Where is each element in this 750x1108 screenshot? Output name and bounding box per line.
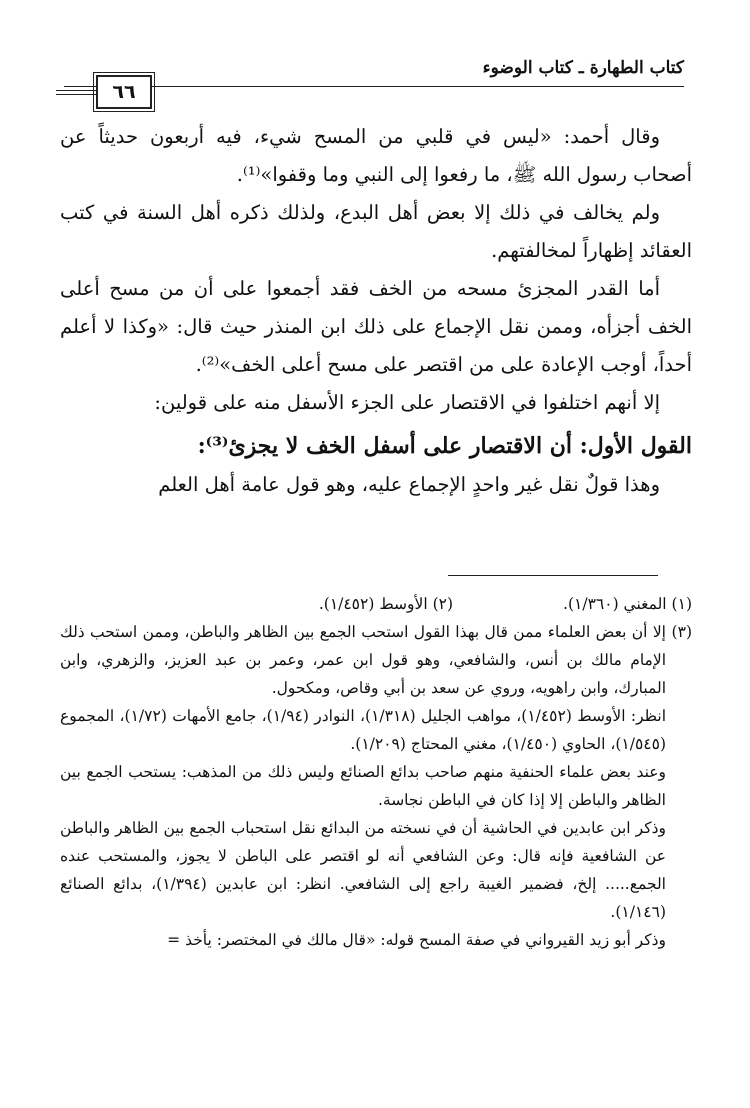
paragraph-majority: وهذا قولٌ نقل غير واحدٍ الإجماع عليه، وهو قول عامة أهل العلم [158, 473, 660, 496]
section-heading-first-opinion: القول الأول: أن الاقتصار على أسفل الخف لا يجزئ⁽³⁾: [197, 433, 692, 459]
footnote-3-paragraph: وذكر ابن عابدين في الحاشية أن في نسخته من البدائع نقل استحباب الجمع بين الظاهر والباطن عن الشافعية فإنه قال: وعن الشافعي أنه لو اقتصر على الباطن لا يجوز، والمستحب عنده الجمع..... إلخ، فضمير الغيبة راجع إلى الشافعي. انظر: ابن عابدين (١/٣٩٤)، بدائع الصنائع (١/١٤٦). [60, 819, 666, 921]
paragraph-disagreement: إلا أنهم اختلفوا في الاقتصار على الجزء الأسفل منه على قولين: [154, 391, 660, 414]
footnote-separator [448, 575, 658, 576]
page-number-frame [56, 74, 152, 110]
header-rule [64, 86, 684, 87]
paragraph-innovators: ولم يخالف في ذلك إلا بعض أهل البدع، ولذلك ذكره أهل السنة في كتب العقائد إظهاراً لمخالفتهم. [60, 201, 692, 262]
footnote-row-1-2 [60, 590, 692, 618]
footnote-3-mark: (٣) [671, 623, 692, 641]
footnote-3-paragraph: وعند بعض علماء الحنفية منهم صاحب بدائع الصنائع وليس ذلك من المذهب: يستحب الجمع بين الظاهر والباطن إلا إذا كان في الباطن نجاسة. [60, 763, 666, 809]
running-header [64, 58, 684, 103]
footnote-2-text: الأوسط (١/٤٥٢). [318, 595, 428, 613]
footnotes [60, 590, 692, 954]
footnote-3-paragraph: انظر: الأوسط (١/٤٥٢)، مواهب الجليل (١/٣١٨)، النوادر (١/٩٤)، جامع الأمهات (١/٧٢)، المجموع (١/٥٤٥)، الحاوي (١/٤٥٠)، مغني المحتاج (١/٢٠٩). [60, 707, 667, 753]
main-text [60, 118, 692, 504]
book-title: كتاب الطهارة ـ كتاب الوضوء [482, 58, 684, 78]
footnote-3 [60, 618, 692, 954]
footnote-1 [563, 590, 692, 618]
footnote-3-paragraph: إلا أن بعض العلماء ممن قال بهذا القول استحب الجمع بين الظاهر والباطن، وممن استحب ذلك الإمام مالك بن أنس، والشافعي، وهو قول ابن عمر، وعمر بن عبد العزيز، والزهري، وابن المبارك، وابن راهويه، وروي عن سعد بن أبي وقاص، ومكحول. [60, 623, 666, 697]
paragraph-ahmad-quote: وقال أحمد: «ليس في قلبي من المسح شيء، فيه أربعون حديثاً عن أصحاب رسول الله ﷺ، ما رفعوا إلى النبي وما وقفوا»⁽¹⁾. [60, 125, 692, 186]
page-number-rule [56, 90, 96, 95]
paragraph-consensus: أما القدر المجزئ مسحه من الخف فقد أجمعوا على أن من مسح أعلى الخف أجزأه، وممن نقل الإجماع على ذلك ابن المنذر حيث قال: «وكذا لا أعلم أحداً، أوجب الإعادة على من اقتصر على مسح أعلى الخف»⁽²⁾. [60, 277, 692, 376]
footnote-2-mark: (٢) [432, 595, 454, 613]
footnote-1-mark: (١) [671, 595, 692, 613]
page-number: ٦٦ [96, 75, 152, 109]
footnote-1-text: المغني (١/٣٦٠). [563, 595, 667, 613]
footnote-3-paragraph: وذكر أبو زيد القيرواني في صفة المسح قوله: «قال مالك في المختصر: يأخذ = [167, 931, 666, 949]
footnote-2 [319, 590, 453, 618]
